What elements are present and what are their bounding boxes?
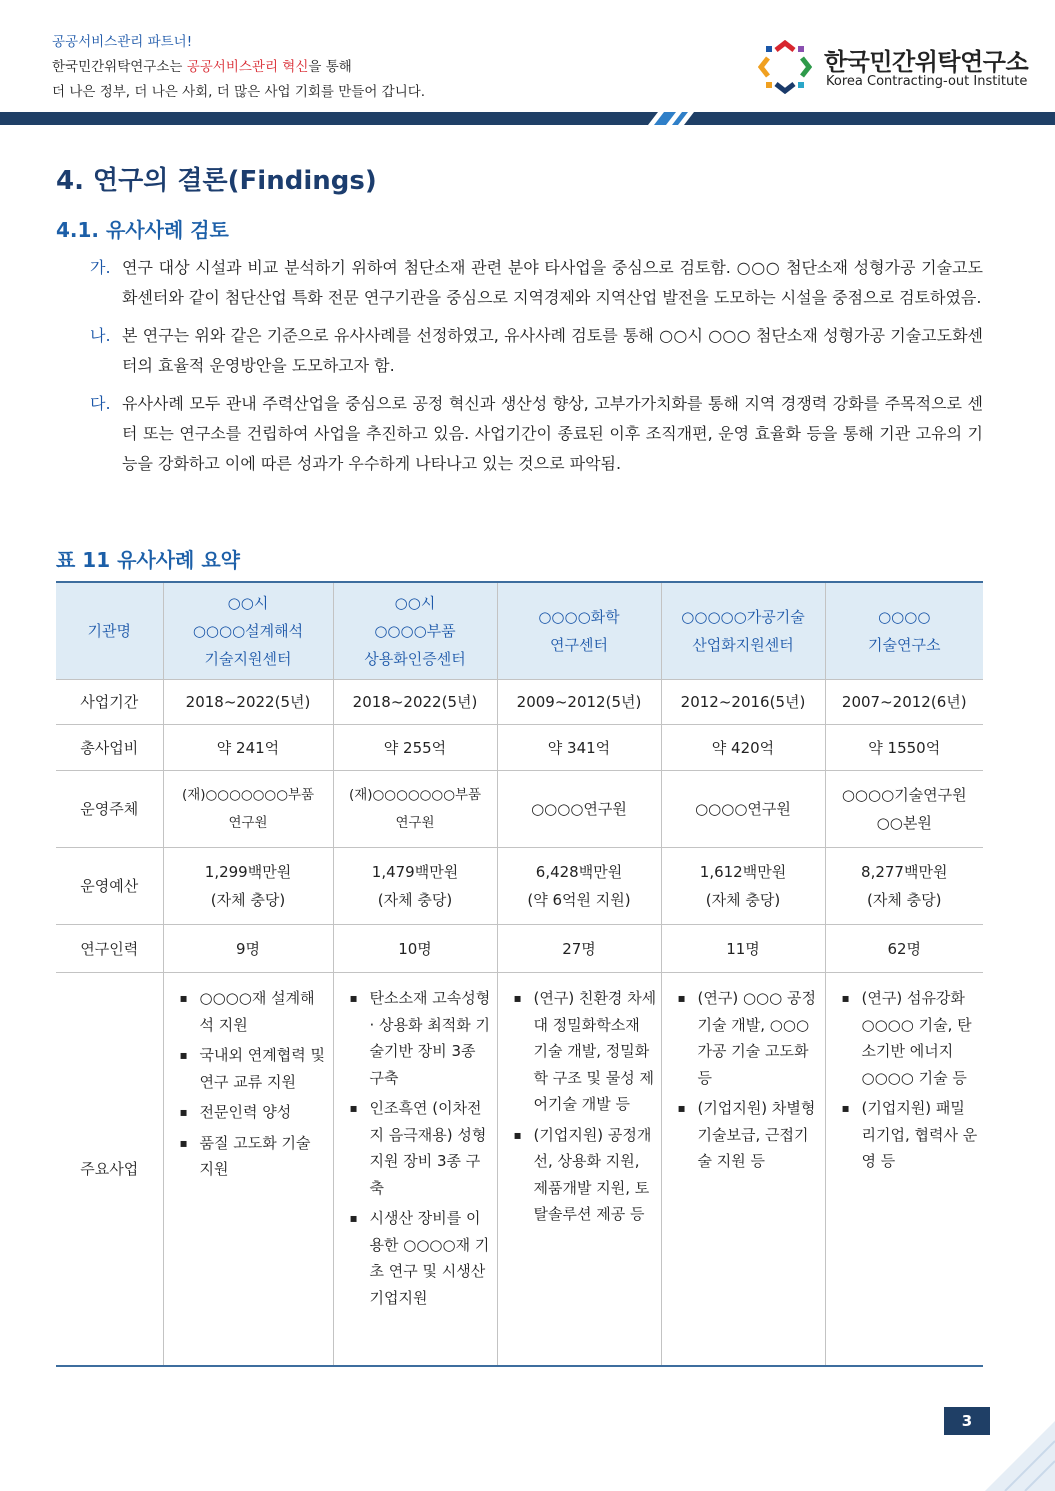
column-header [333,582,497,680]
bullet-list [338,985,493,1311]
table-cell [661,848,825,925]
table-cell [825,973,983,1367]
table-cell: 약 420억 [661,725,825,771]
paragraph-marker: 나. [90,326,111,345]
table-cell: 10명 [333,925,497,973]
table-cell [163,848,333,925]
cell-line: (재)○○○○○○○부품 [348,787,482,803]
table-row [56,680,983,725]
list-item: ▪ 전문인력 양성 [178,1099,329,1126]
row-header: 운영예산 [56,848,163,925]
column-header [497,582,661,680]
list-item: ▪ 품질 고도화 기술 지원 [178,1130,329,1183]
table-cell [825,771,983,848]
table-cell: 9명 [163,925,333,973]
cell-line: (약 6억원 지원) [527,891,631,909]
row-header: 주요사업 [56,973,163,1367]
table-row [56,973,983,1367]
table-row [56,925,983,973]
table-corner-header: 기관명 [56,582,163,680]
cell-line: 연구원 [228,815,268,831]
slogan-line-3: 더 나은 정부, 더 나은 사회, 더 많은 사업 기회를 만들어 갑니다. [52,84,426,100]
table-cell: 약 255억 [333,725,497,771]
list-item: ▪ 시생산 장비를 이용한 ○○○○재 기초 연구 및 시생산 기업지원 [348,1205,493,1311]
cell-line: (자체 충당) [705,891,781,909]
list-item: ▪ (기업지원) 차별형 기술보급, 근접기술 지원 등 [676,1095,821,1175]
list-item: ▪ (연구) ○○○ 공정기술 개발, ○○○ 가공 기술 고도화 등 [676,985,821,1091]
table-cell [497,848,661,925]
cell-line: ○○○○연구원 [695,800,791,818]
column-header-line: ○○시 [394,594,436,612]
list-item: ▪ 인조흑연 (이차전지 음극재용) 성형지원 장비 3종 구축 [348,1095,493,1201]
table-cell [661,973,825,1367]
paragraph-list [90,253,983,487]
table-cell [497,973,661,1367]
cell-line: ○○본원 [876,814,932,832]
cell-line: (자체 충당) [377,891,453,909]
paragraph-text: 본 연구는 위와 같은 기준으로 유사사례를 선정하였고, 유사사례 검토를 통해 ○○시 ○○○ 첨단소재 성형가공 기술고도화센터의 효율적 운영방안을 도모하고자 함. [122,326,983,375]
slogan-line-2-b: 을 통해 [308,59,352,75]
column-header-line: 상용화인증센터 [364,650,466,668]
bullet-list [502,985,657,1228]
table-cell [333,973,497,1367]
logo-korean-name: 한국민간위탁연구소 [824,48,1029,76]
column-header-line: 산업화지원센터 [692,636,794,654]
column-header-line: ○○○○ [878,608,931,626]
column-header-line: ○○○○○가공기술 [681,608,805,626]
logo-english-name: Korea Contracting-out Institute [826,74,1028,89]
table-cell: 2018~2022(5년) [333,680,497,725]
list-item: ▪ (연구) 친환경 차세대 정밀화학소재 기술 개발, 정밀화학 구조 및 물성 제어기술 개발 등 [512,985,657,1118]
table-cell [661,771,825,848]
cell-line: 6,428백만원 [535,863,623,881]
paragraph-marker: 다. [90,394,111,413]
case-summary-table [56,581,983,1367]
list-item: ▪ (기업지원) 공정개선, 상용화 지원, 제품개발 지원, 토탈솔루션 제공 등 [512,1122,657,1228]
list-item: ▪ ○○○○재 설계해석 지원 [178,985,329,1038]
column-header-line: ○○시 [227,594,269,612]
cell-line: 1,479백만원 [371,863,459,881]
column-header-line: 기술지원센터 [204,650,292,668]
column-header-line: ○○○○부품 [374,622,456,640]
table-cell: 62명 [825,925,983,973]
table-cell [163,973,333,1367]
logo-mark-icon [758,40,812,94]
column-header [163,582,333,680]
slogan-highlight: 공공서비스관리 혁신 [186,59,309,75]
cell-line: 8,277백만원 [861,863,948,881]
cell-line: 1,299백만원 [204,863,292,881]
table-row [56,771,983,848]
table-cell: 약 1550억 [825,725,983,771]
cell-line: (자체 충당) [867,891,942,909]
page-number: 3 [944,1407,990,1435]
column-header-line: 기술연구소 [868,636,941,654]
cell-line: 1,612백만원 [699,863,787,881]
table-cell [333,848,497,925]
table-cell: 약 341억 [497,725,661,771]
list-item: ▪ 국내외 연계협력 및 연구 교류 지원 [178,1042,329,1095]
table-cell [497,771,661,848]
table-caption: 표 11 유사사례 요약 [56,548,240,572]
paragraph-text: 유사사례 모두 관내 주력산업을 중심으로 공정 혁신과 생산성 향상, 고부가가치화를 통해 지역 경쟁력 강화를 주목적으로 센터 또는 연구소를 건립하여 사업을 추진하고 있음. 사업기간이 종료된 이후 조직개편, 운영 효율화 등을 통해 기관 고유의 기능을 강화하고 이에 따른 성과가 우수하게 나타나고 있는 것으로 파악됨. [122,394,983,473]
column-header-line: ○○○○화학 [538,608,620,626]
paragraph [90,253,983,313]
table-cell: 2007~2012(6년) [825,680,983,725]
paragraph [90,321,983,381]
cell-line: (자체 충당) [210,891,286,909]
column-header [825,582,983,680]
table-cell [333,771,497,848]
table-cell: 약 241억 [163,725,333,771]
table-row [56,848,983,925]
cell-line: 연구원 [395,815,435,831]
institute-logo [758,40,1028,96]
table-cell: 2012~2016(5년) [661,680,825,725]
column-header-line: 연구센터 [550,636,608,654]
subsection-title: 4.1. 유사사례 검토 [56,218,229,242]
paragraph [90,389,983,479]
bullet-list [168,985,329,1183]
list-item: ▪ 탄소소재 고속성형 · 상용화 최적화 기술기반 장비 3종 구축 [348,985,493,1091]
table-cell [825,848,983,925]
list-item: ▪ (기업지원) 패밀리기업, 협력사 운영 등 [840,1095,980,1175]
corner-decoration [965,1401,1055,1491]
bullet-list [666,985,821,1175]
cell-line: ○○○○기술연구원 [841,786,967,804]
header-bar [0,112,1055,125]
column-header-line: ○○○○설계해석 [192,622,304,640]
paragraph-marker: 가. [90,258,111,277]
table-row [56,725,983,771]
slogan-line-2-a: 한국민간위탁연구소는 [52,59,187,75]
table-header-row [56,582,983,680]
section-title: 4. 연구의 결론(Findings) [56,166,377,196]
table-cell: 2018~2022(5년) [163,680,333,725]
row-header: 운영주체 [56,771,163,848]
list-item: ▪ (연구) 섬유강화 ○○○○ 기술, 탄소기반 에너지 ○○○○ 기술 등 [840,985,980,1091]
cell-line: (재)○○○○○○○부품 [181,787,315,803]
slogan [52,30,425,105]
row-header: 연구인력 [56,925,163,973]
row-header: 사업기간 [56,680,163,725]
table-cell: 27명 [497,925,661,973]
slogan-line-1: 공공서비스관리 파트너! [52,34,193,50]
slogan-line-2 [52,55,425,80]
table-cell [163,771,333,848]
bullet-list [830,985,980,1175]
column-header [661,582,825,680]
table-cell: 2009~2012(5년) [497,680,661,725]
table-cell: 11명 [661,925,825,973]
row-header: 총사업비 [56,725,163,771]
page-header [0,0,1055,126]
cell-line: ○○○○연구원 [531,800,627,818]
paragraph-text: 연구 대상 시설과 비교 분석하기 위하여 첨단소재 관련 분야 타사업을 중심으로 검토함. ○○○ 첨단소재 성형가공 기술고도화센터와 같이 첨단산업 특화 전문 연구기관을 중심으로 지역경제와 지역산업 발전을 도모하는 시설을 중점으로 검토하였음. [122,258,983,307]
